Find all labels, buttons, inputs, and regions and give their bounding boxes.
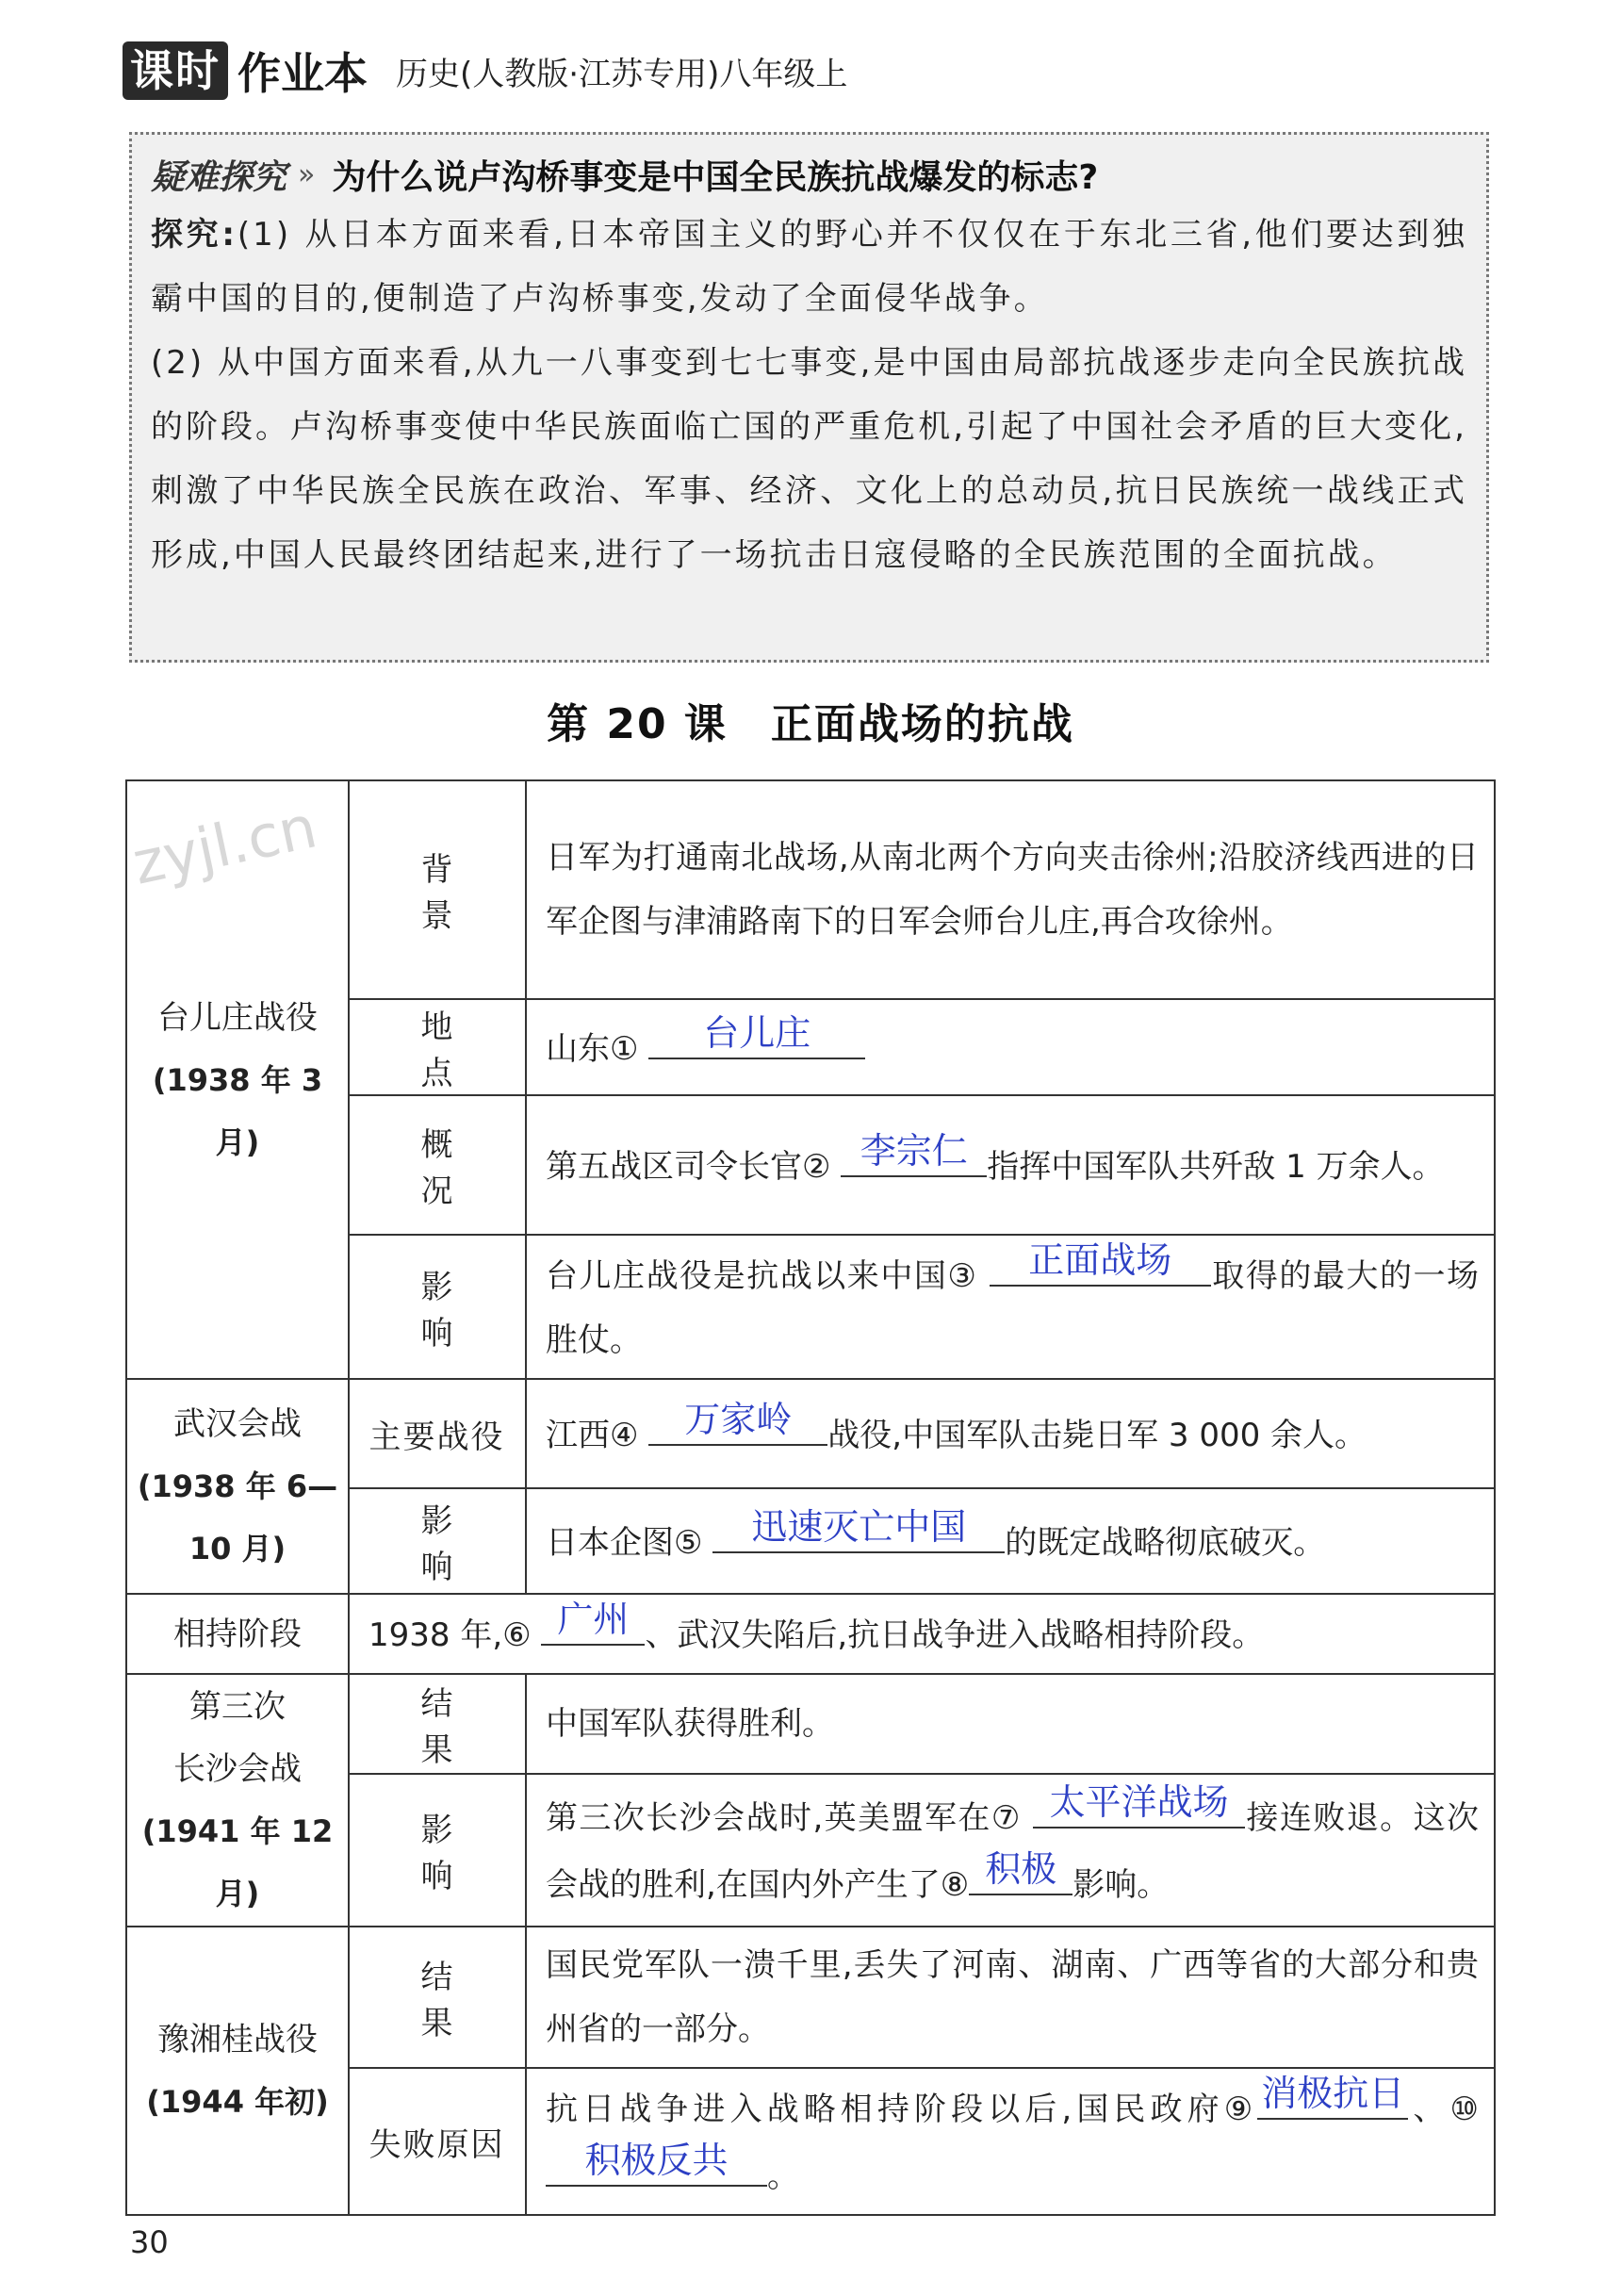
row-label: 结 果 — [349, 1927, 526, 2068]
battle-table — [125, 779, 1496, 2216]
text: 台儿庄战役是抗战以来中国③ — [546, 1257, 978, 1295]
row-label: 地 点 — [349, 999, 526, 1095]
inquiry-question: 为什么说卢沟桥事变是中国全民族抗战爆发的标志? — [332, 157, 1099, 197]
row-content — [526, 1095, 1495, 1235]
row-label: 影 响 — [349, 1488, 526, 1594]
answer-blank-4[interactable] — [648, 1398, 827, 1446]
row-content — [526, 2068, 1495, 2215]
battle-name-changsha — [126, 1674, 349, 1927]
table-row — [126, 1927, 1495, 2068]
text: 抗日战争进入战略相持阶段以后,国民政府⑨ — [546, 2091, 1258, 2128]
table-row — [126, 1674, 1495, 1774]
battle-name: 第三次 — [189, 1688, 286, 1726]
battle-name: 武汉会战 — [173, 1405, 302, 1443]
handwritten-answer: 台儿庄 — [703, 1011, 811, 1054]
battle-name: 豫湘桂战役 — [157, 2021, 318, 2058]
inquiry-para-2: (2) 从中国方面来看,从九一八事变到七七事变,是中国由局部抗战逐步走向全民族抗战的阶段。卢沟桥事变使中华民族面临亡国的严重危机,引起了中国社会矛盾的巨大变化,刺激了中华民族全民族在政治、军事、经济、文化上的总动员,抗日民族统一战线正式形成,中国人民最终团结起来,进行了一场抗击日寇侵略的全民族范围的全面抗战。 — [151, 344, 1467, 574]
row-content — [349, 1594, 1495, 1674]
page-header — [123, 38, 847, 104]
text: 接连败退。这次会战的胜利,在国内外产生了⑧ — [546, 1798, 1480, 1904]
answer-blank-3[interactable] — [990, 1241, 1211, 1287]
handwritten-answer: 积极 — [985, 1847, 1057, 1890]
answer-blank-1[interactable] — [648, 1011, 865, 1059]
inquiry-answer — [151, 203, 1467, 587]
handwritten-answer: 万家岭 — [684, 1398, 793, 1440]
row-label: 概 况 — [349, 1095, 526, 1235]
double-chevron-icon: » — [298, 157, 316, 191]
handwritten-answer: 李宗仁 — [860, 1129, 968, 1172]
battle-name-wuhan — [126, 1379, 349, 1594]
lesson-title: 第 20 课 正面战场的抗战 — [547, 700, 1074, 748]
battle-name-yuxianggui — [126, 1927, 349, 2215]
logo-box: 课时 — [123, 41, 228, 100]
row-label: 结 果 — [349, 1674, 526, 1774]
table-row — [126, 1379, 1495, 1488]
inquiry-para-1 — [151, 203, 1467, 331]
handwritten-answer: 积极反共 — [584, 2140, 729, 2181]
answer-blank-5[interactable] — [712, 1505, 1005, 1553]
handwritten-answer: 广州 — [557, 1599, 630, 1640]
row-content — [526, 1774, 1495, 1927]
text: 、⑩ — [1408, 2091, 1479, 2128]
answer-blank-10[interactable] — [546, 2141, 767, 2187]
handwritten-answer: 太平洋战场 — [1049, 1780, 1229, 1823]
handwritten-answer: 迅速灭亡中国 — [751, 1505, 967, 1548]
answer-blank-7[interactable] — [1033, 1780, 1245, 1829]
row-content: 国民党军队一溃千里,丢失了河南、湖南、广西等省的大部分和贵州省的一部分。 — [526, 1927, 1495, 2068]
row-content: 日军为打通南北战场,从南北两个方向夹击徐州;沿胶济线西进的日军企图与津浦路南下的日军会师台儿庄,再合攻徐州。 — [526, 780, 1495, 999]
row-content — [526, 1488, 1495, 1594]
text: 第三次长沙会战时,英美盟军在⑦ — [546, 1798, 1022, 1837]
battle-date: (1941 年 12 月) — [141, 1813, 334, 1911]
row-label: 失败原因 — [349, 2068, 526, 2215]
text: 的既定战略彻底破灭。 — [1005, 1523, 1326, 1562]
text: 战役,中国军队击毙日军 3 000 余人。 — [827, 1416, 1367, 1454]
text: 1938 年,⑥ — [368, 1616, 532, 1654]
handwritten-answer: 消极抗日 — [1261, 2073, 1405, 2114]
text: 取得的最大的一场胜仗。 — [546, 1257, 1480, 1359]
battle-date: (1938 年 3 月) — [152, 1061, 323, 1160]
inquiry-heading — [151, 146, 1467, 203]
inquiry-tag: 疑难探究 — [151, 157, 287, 197]
answer-blank-2[interactable] — [841, 1129, 987, 1177]
subject-label: 历史(人教版·江苏专用)八年级上 — [396, 55, 848, 93]
battle-date: (1938 年 6— — [137, 1468, 338, 1504]
battle-date: (1944 年初) — [146, 2084, 329, 2120]
answer-blank-8[interactable] — [969, 1847, 1072, 1895]
table-row — [126, 780, 1495, 999]
inquiry-label: 探究: — [151, 216, 237, 254]
row-content — [526, 999, 1495, 1095]
row-label: 影 响 — [349, 1235, 526, 1379]
row-label: 背 景 — [349, 780, 526, 999]
text: 、武汉失陷后,抗日战争进入战略相持阶段。 — [645, 1616, 1265, 1654]
text: 第五战区司令长官② — [546, 1147, 831, 1186]
book-logo — [123, 40, 368, 102]
row-label: 主要战役 — [349, 1379, 526, 1488]
battle-name: 长沙会战 — [173, 1750, 302, 1788]
row-label: 影 响 — [349, 1774, 526, 1927]
inquiry-para-1-text: (1) 从日本方面来看,日本帝国主义的野心并不仅仅在于东北三省,他们要达到独霸中国的目的,便制造了卢沟桥事变,发动了全面侵华战争。 — [151, 216, 1467, 318]
text: 影响。 — [1072, 1865, 1170, 1904]
stage-name: 相持阶段 — [126, 1594, 349, 1674]
answer-blank-6[interactable] — [541, 1600, 645, 1646]
table-row — [126, 1594, 1495, 1674]
text: 日本企图⑤ — [546, 1523, 703, 1562]
text: 。 — [767, 2157, 799, 2195]
battle-name: 台儿庄战役 — [157, 998, 318, 1037]
text: 指挥中国军队共歼敌 1 万余人。 — [987, 1147, 1445, 1186]
row-content — [526, 1235, 1495, 1379]
text: 山东① — [546, 1029, 639, 1068]
row-content — [526, 1379, 1495, 1488]
handwritten-answer: 正面战场 — [1028, 1239, 1172, 1281]
watermark: zyjl.cn — [126, 792, 323, 898]
logo-text: 作业本 — [237, 48, 368, 99]
battle-date: 10 月) — [188, 1531, 287, 1566]
answer-blank-9[interactable] — [1257, 2075, 1408, 2120]
page-number: 30 — [130, 2224, 169, 2260]
text: 江西④ — [546, 1416, 639, 1454]
row-content: 中国军队获得胜利。 — [526, 1674, 1495, 1774]
inquiry-box — [129, 132, 1489, 663]
